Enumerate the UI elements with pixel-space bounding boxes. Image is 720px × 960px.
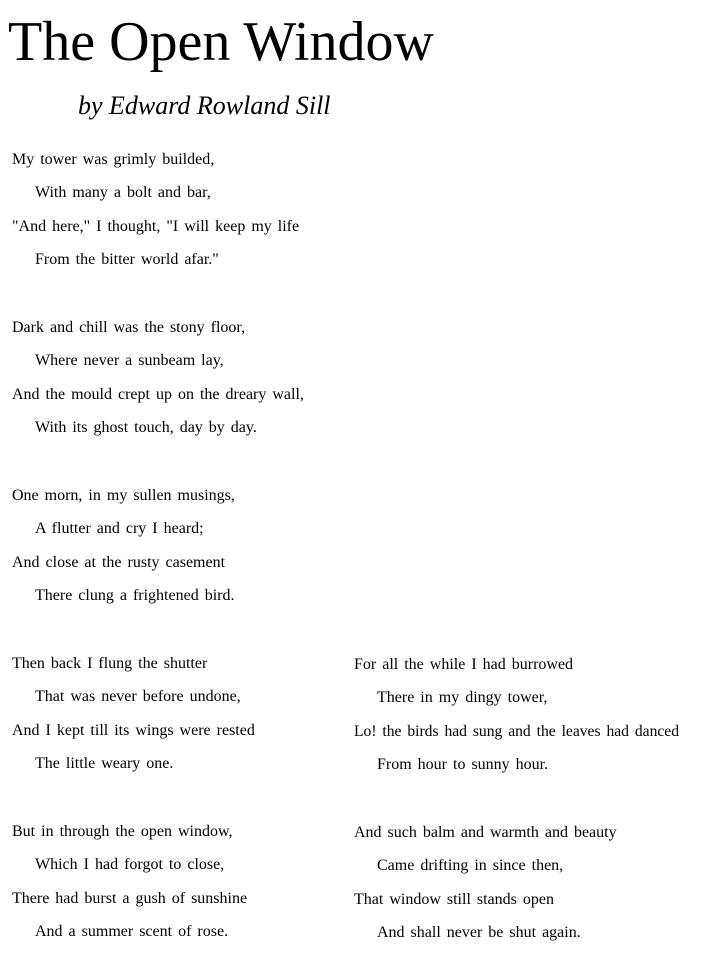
- stanza-line: And shall never be shut again.: [377, 924, 581, 941]
- stanza-line: But in through the open window,: [12, 823, 233, 840]
- stanza-line: And such balm and warmth and beauty: [354, 824, 617, 841]
- stanza-line: "And here," I thought, "I will keep my life: [12, 218, 300, 235]
- stanza-line: There in my dingy tower,: [377, 689, 548, 706]
- stanza-line: Came drifting in since then,: [377, 857, 564, 874]
- stanza-line: Which I had forgot to close,: [35, 856, 225, 873]
- stanza-line: That window still stands open: [354, 891, 554, 908]
- stanza-line: Lo! the birds had sung and the leaves had danced: [354, 723, 680, 740]
- stanza-line: And the mould crept up on the dreary wall,: [12, 386, 304, 403]
- stanza-line: Where never a sunbeam lay,: [35, 352, 224, 369]
- poem-title: The Open Window: [8, 11, 434, 73]
- stanza-line: One morn, in my sullen musings,: [12, 487, 235, 504]
- stanza-line: From the bitter world afar.": [35, 251, 219, 268]
- stanza-line: My tower was grimly builded,: [12, 151, 215, 168]
- stanza-line: And a summer scent of rose.: [35, 923, 229, 940]
- stanza-line: A flutter and cry I heard;: [35, 520, 204, 537]
- stanza-line: The little weary one.: [35, 755, 174, 772]
- stanza-line: For all the while I had burrowed: [354, 656, 574, 673]
- stanza-line: There had burst a gush of sunshine: [12, 890, 248, 907]
- stanza-line: And close at the rusty casement: [12, 554, 226, 571]
- stanza-line: With many a bolt and bar,: [35, 184, 211, 201]
- stanza-line: From hour to sunny hour.: [377, 756, 549, 773]
- stanza-line: Dark and chill was the stony floor,: [12, 319, 246, 336]
- stanza-line: With its ghost touch, day by day.: [35, 419, 257, 436]
- stanza-line: Then back I flung the shutter: [12, 655, 208, 672]
- stanza-line: And I kept till its wings were rested: [12, 722, 255, 739]
- stanza-line: There clung a frightened bird.: [35, 587, 235, 604]
- stanza-line: That was never before undone,: [35, 688, 241, 705]
- poem-author: by Edward Rowland Sill: [78, 91, 331, 120]
